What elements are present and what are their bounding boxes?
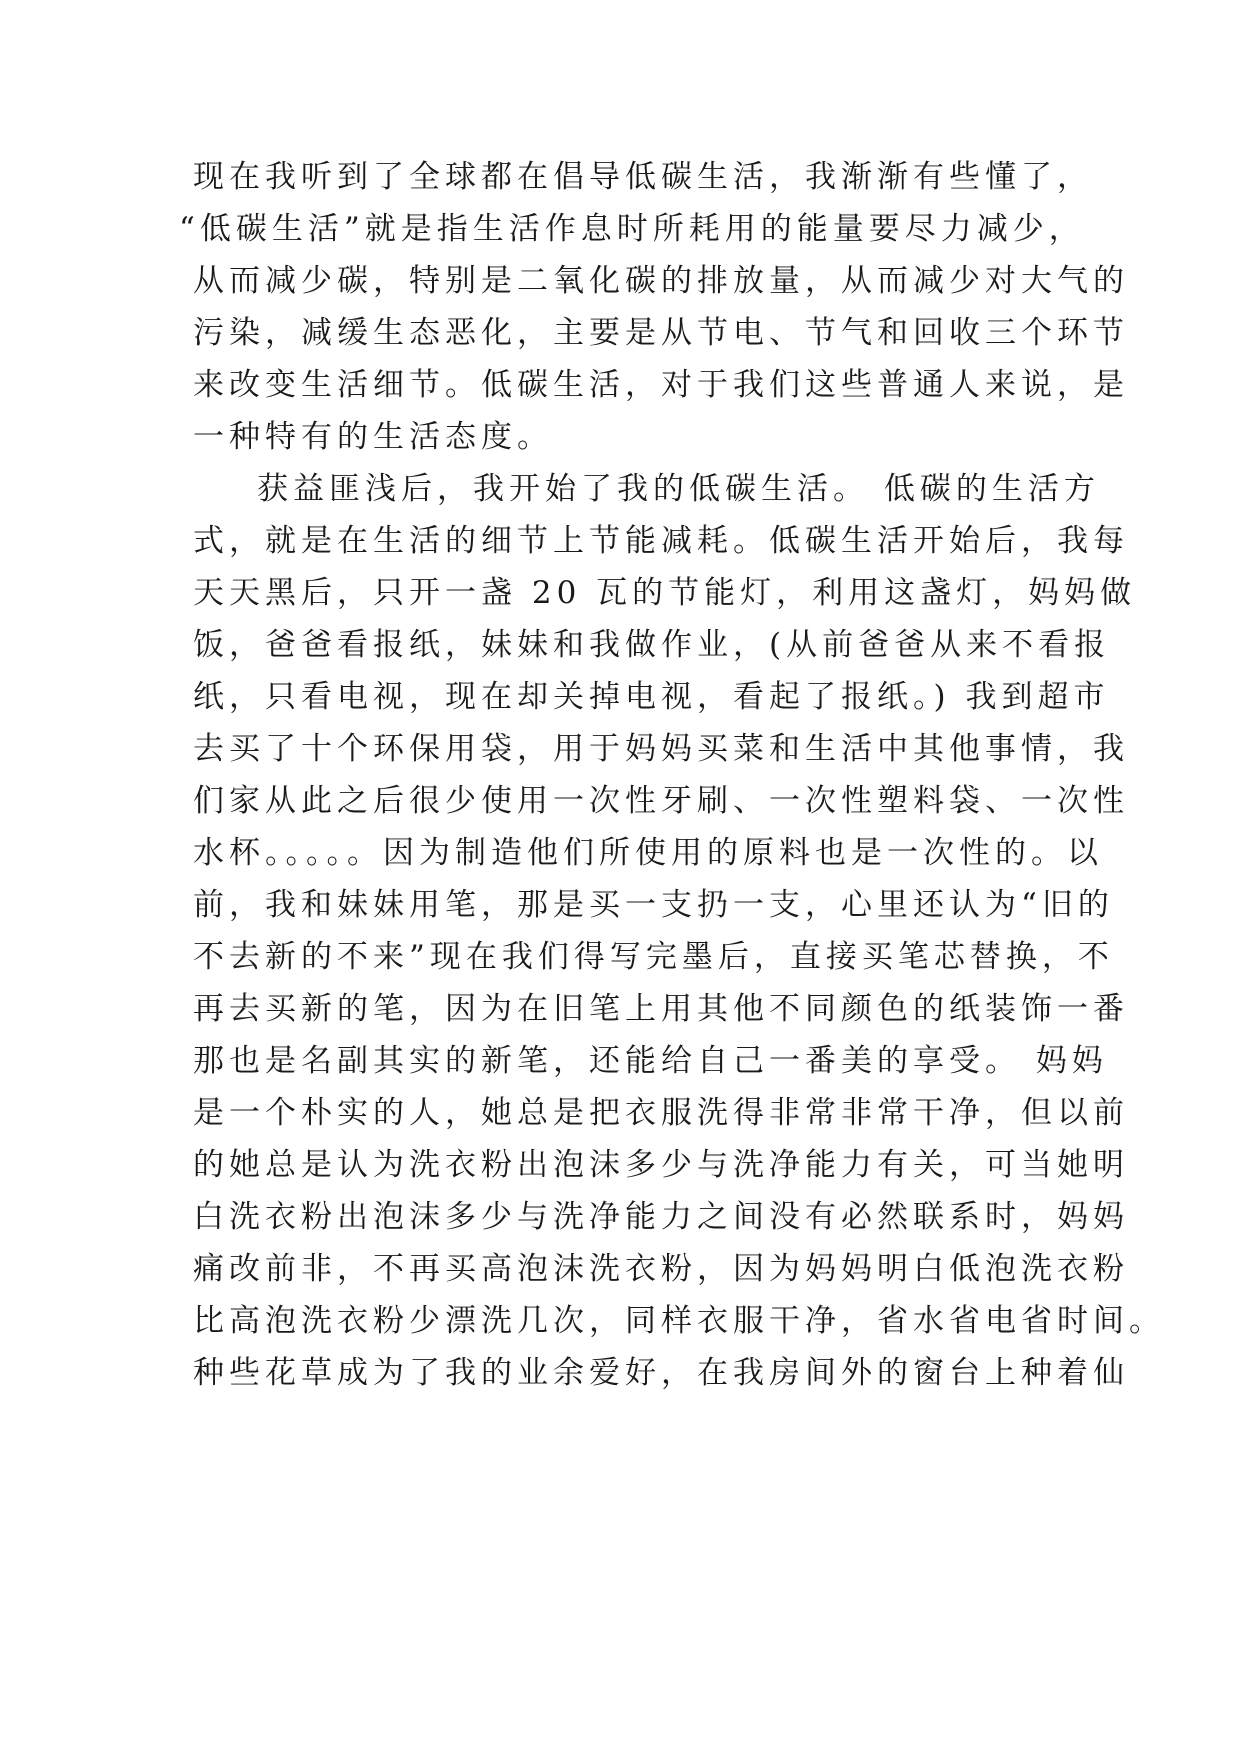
text-line: 一种特有的生活态度。 [193,419,553,455]
text-line: 来改变生活细节。低碳生活，对于我们这些普通人来说，是 [193,367,1129,403]
text-line: 前，我和妹妹用笔，那是买一支扔一支，心里还认为“旧的 [193,887,1114,923]
text-line: 天天黑后，只开一盏 20 瓦的节能灯，利用这盏灯，妈妈做 [193,575,1137,611]
text-line: 纸，只看电视，现在却关掉电视，看起了报纸。) 我到超市 [193,679,1110,715]
text-line: 不去新的不来”现在我们得写完墨后，直接买笔芯替换，不 [193,939,1114,975]
text-line: 们家从此之后很少使用一次性牙刷、一次性塑料袋、一次性 [193,783,1129,819]
text-line: 痛改前非，不再买高泡沫洗衣粉，因为妈妈明白低泡洗衣粉 [193,1251,1129,1287]
paragraph-first-line: 获益匪浅后，我开始了我的低碳生活。 低碳的生活方 [257,471,1100,507]
text-line: 污染，减缓生态恶化，主要是从节电、节气和回收三个环节 [193,315,1129,351]
text-line: 那也是名副其实的新笔，还能给自己一番美的享受。 妈妈 [193,1043,1108,1079]
text-line: 式，就是在生活的细节上节能减耗。低碳生活开始后，我每 [193,523,1129,559]
text-line: 的她总是认为洗衣粉出泡沫多少与洗净能力有关，可当她明 [193,1147,1129,1183]
text-line: 从而减少碳，特别是二氧化碳的排放量，从而减少对大气的 [193,263,1129,299]
text-line: “低碳生活”就是指生活作息时所耗用的能量要尽力减少， [179,211,1085,247]
body-text [179,151,1165,1399]
text-line: 现在我听到了全球都在倡导低碳生活，我渐渐有些懂了， [193,159,1093,195]
text-line: 水杯。。。。。因为制造他们所使用的原料也是一次性的。以 [193,835,1103,871]
text-line: 种些花草成为了我的业余爱好，在我房间外的窗台上种着仙 [193,1355,1129,1391]
text-line: 比高泡洗衣粉少漂洗几次，同样衣服干净，省水省电省时间。 [193,1303,1165,1339]
text-line: 再去买新的笔，因为在旧笔上用其他不同颜色的纸装饰一番 [193,991,1129,1027]
text-line: 饭，爸爸看报纸，妹妹和我做作业，(从前爸爸从来不看报 [193,627,1111,663]
text-line: 是一个朴实的人，她总是把衣服洗得非常非常干净，但以前 [193,1095,1129,1131]
text-line: 白洗衣粉出泡沫多少与洗净能力之间没有必然联系时，妈妈 [193,1199,1129,1235]
text-line: 去买了十个环保用袋，用于妈妈买菜和生活中其他事情，我 [193,731,1129,767]
